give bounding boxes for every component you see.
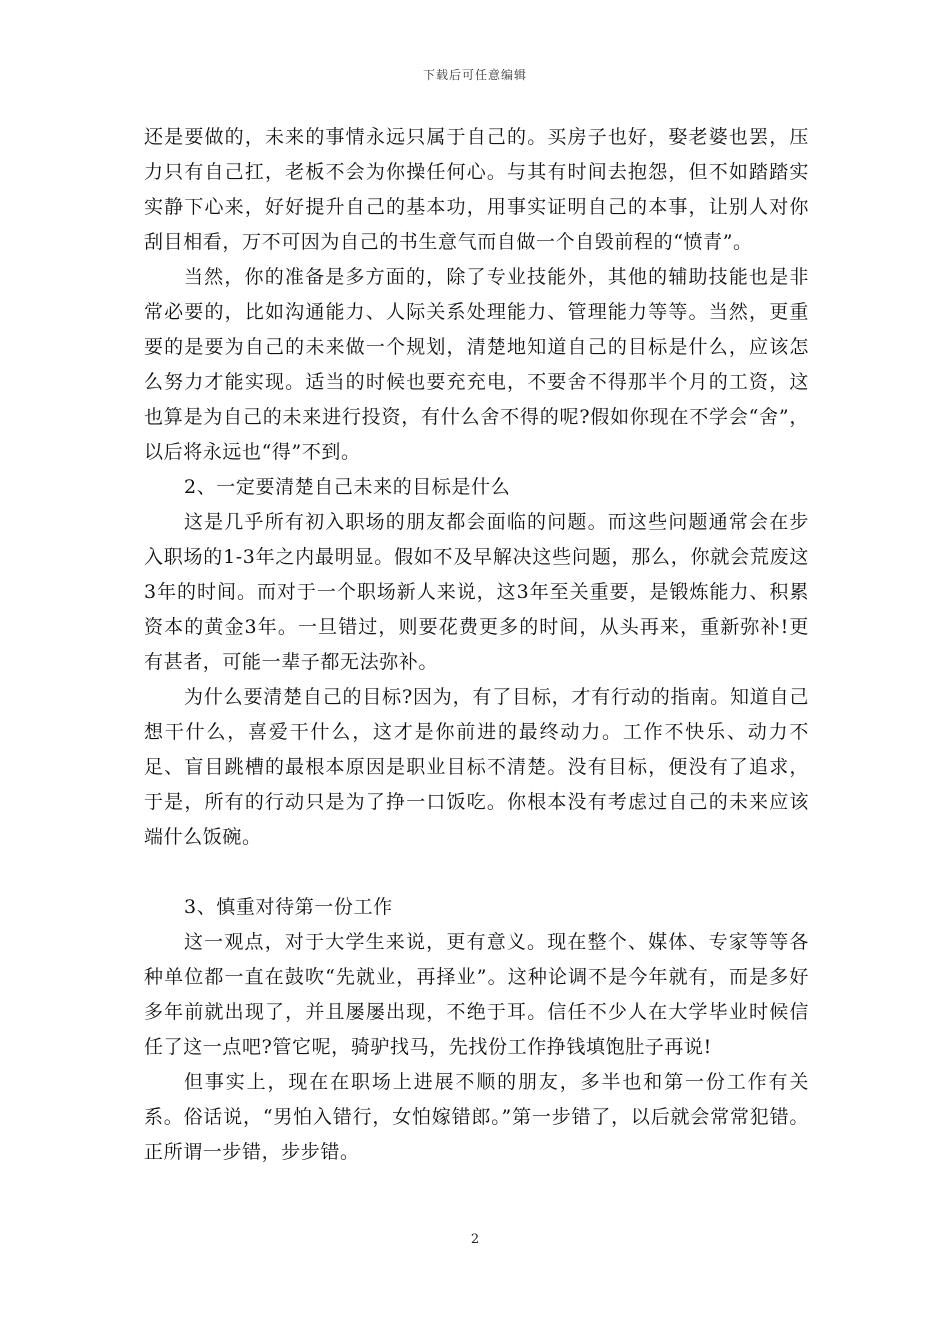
paragraph-spacer [144,855,809,890]
page-number: 2 [470,1232,480,1247]
paragraph-first-job: 这一观点，对于大学生来说，更有意义。现在整个、媒体、专家等等各种单位都一直在鼓吹“先就业，再择业”。这种论调不是今年就有，而是多好多年前就出现了，并且屡屡出现，不绝于耳。信任不少人在大学毕业时候信任了这一点吧?管它呢，骑驴找马，先找份工作挣钱填饱肚子再说! [144,931,809,1058]
document-body [144,120,809,1170]
page-header: 下载后可任意编辑 [422,68,527,82]
paragraph-goal-problem: 这是几乎所有初入职场的朋友都会面临的问题。而这些问题通常会在步入职场的1-3年之内最明显。假如不及早解决这些问题，那么，你就会荒废这3年的时间。而对于一个职场新人来说，这3年至关重要，是锻炼能力、积累资本的黄金3年。一旦错过，则要花费更多的时间，从头再来，重新弥补!更有甚者，可能一辈子都无法弥补。 [144,511,809,673]
paragraph-why-goal: 为什么要清楚自己的目标?因为，有了目标，才有行动的指南。知道自己想干什么，喜爱干什么，这才是你前进的最终动力。工作不快乐、动力不足、盲目跳槽的最根本原因是职业目标不清楚。没有目标，便没有了追求，于是，所有的行动只是为了挣一口饭吃。你根本没有考虑过自己的未来应该端什么饭碗。 [144,686,809,848]
paragraph-continuation: 还是要做的，未来的事情永远只属于自己的。买房子也好，娶老婆也罢，压力只有自己扛，老板不会为你操任何心。与其有时间去抱怨，但不如踏踏实实静下心来，好好提升自己的基本功，用事实证明自己的本事，让别人对你刮目相看，万不可因为自己的书生意气而自做一个自毁前程的“愤青”。 [144,126,809,253]
paragraph-first-job-impact: 但事实上，现在在职场上进展不顺的朋友，多半也和第一份工作有关系。俗话说，“男怕入错行，女怕嫁错郎。”第一步错了，以后就会常常犯错。正所谓一步错，步步错。 [144,1071,809,1163]
section-heading-2: 2、一定要清楚自己未来的目标是什么 [184,476,511,498]
section-heading-3: 3、慎重对待第一份工作 [184,896,393,918]
paragraph-preparation: 当然，你的准备是多方面的，除了专业技能外，其他的辅助技能也是非常必要的，比如沟通能力、人际关系处理能力、管理能力等等。当然，更重要的是要为自己的未来做一个规划，清楚地知道自己的目标是什么，应该怎么努力才能实现。适当的时候也要充充电，不要舍不得那半个月的工资，这也算是为自己的未来进行投资，有什么舍不得的呢?假如你现在不学会“舍”，以后将永远也“得”不到。 [144,266,809,463]
